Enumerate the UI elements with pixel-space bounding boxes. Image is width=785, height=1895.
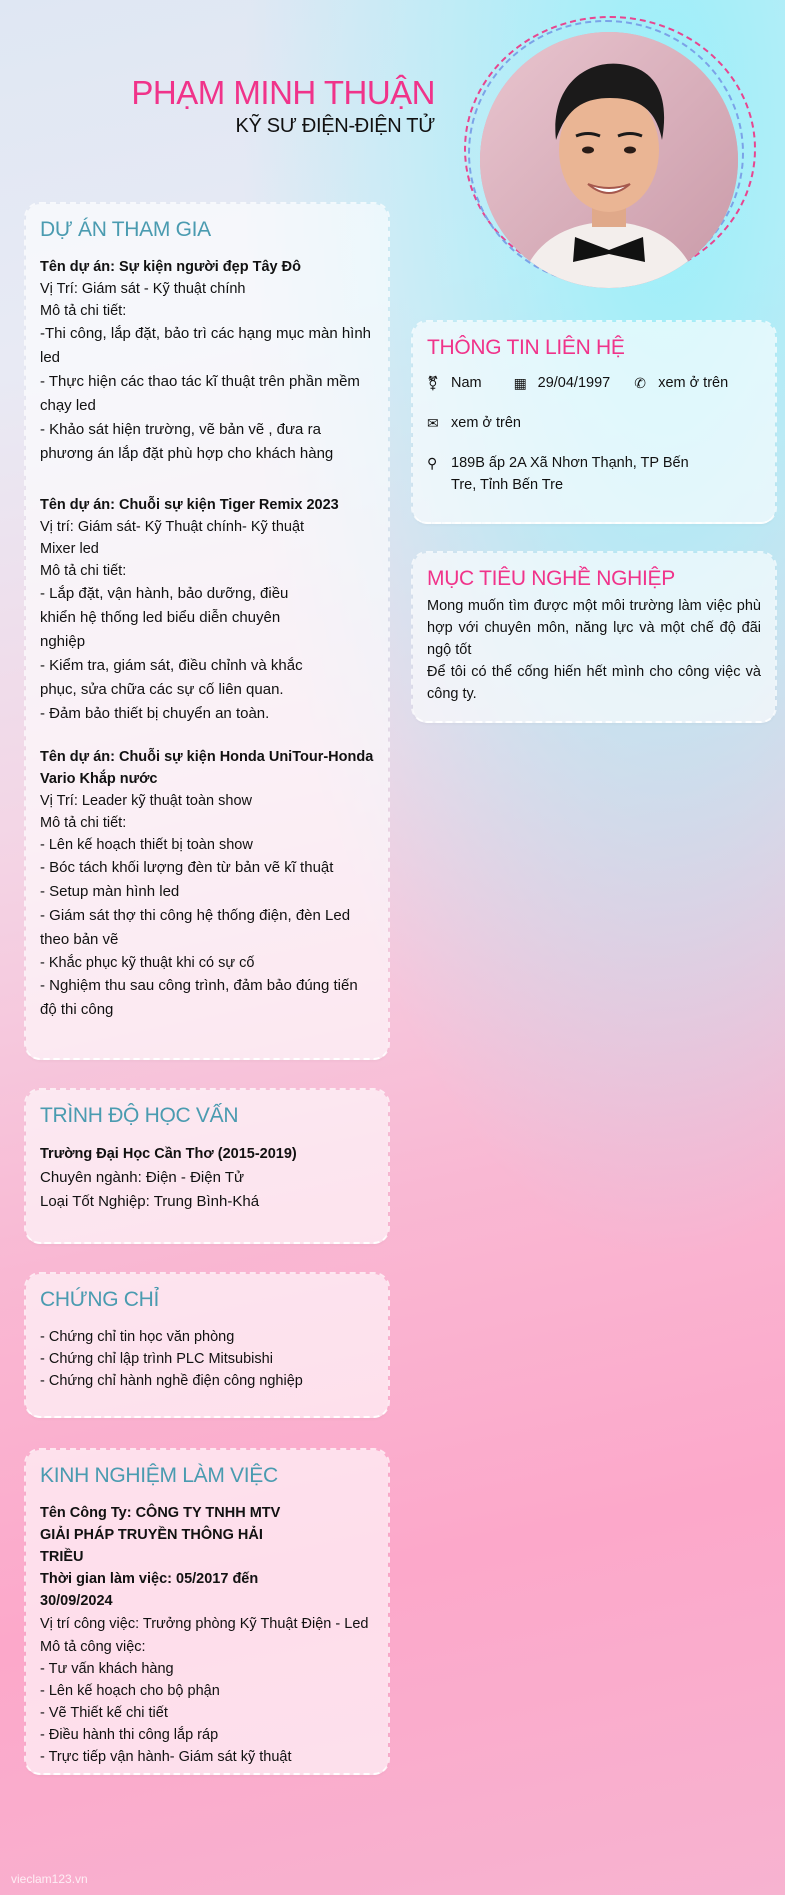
experience-section [26, 1450, 388, 1775]
project-line: - Giám sát thợ thi công hệ thống điện, đèn Led theo bản vẽ [40, 907, 351, 948]
project-line: Vị trí: Giám sát- Kỹ Thuật chính- Kỹ thuật Mixer led [40, 519, 305, 557]
experience-heading: KINH NGHIỆM LÀM VIỆC [40, 1464, 278, 1487]
watermark: vieclam123.vn [11, 1872, 88, 1886]
project-line: - Khắc phục kỹ thuật khi có sự cố [40, 955, 255, 971]
contact-email: xem ở trên [451, 415, 521, 431]
project-line: Vị Trí: Giám sát - Kỹ thuật chính [40, 281, 246, 297]
objective-section [413, 553, 775, 723]
project-line: -Thi công, lắp đặt, bảo trì các hạng mục màn hình led [40, 325, 372, 366]
experience-period: Thời gian làm việc: 05/2017 đến 30/09/2024 [40, 1571, 259, 1609]
project-line: Mô tả chi tiết: [40, 303, 127, 319]
education-major: Chuyên ngành: Điện - Điện Tử [40, 1169, 245, 1186]
contact-section [413, 322, 775, 524]
experience-line: - Trực tiếp vận hành- Giám sát kỹ thuật [40, 1749, 292, 1765]
experience-company: Tên Công Ty: CÔNG TY TNHH MTV GIẢI PHÁP TRUYỀN THÔNG HẢI TRIỀU [40, 1505, 281, 1565]
phone-icon: ✆ [634, 375, 646, 391]
project-name: Tên dự án: Chuỗi sự kiện Honda UniTour-Honda Vario Khắp nước [40, 749, 374, 787]
contact-phone: xem ở trên [658, 375, 729, 391]
objective-text: Để tôi có thể cống hiến hết mình cho công việc và công ty. [427, 664, 761, 702]
location-icon: ⚲ [427, 455, 438, 471]
experience-line: Vị trí công việc: Trưởng phòng Kỹ Thuật Điện - Led [40, 1616, 369, 1632]
project-name: Tên dự án: Chuỗi sự kiện Tiger Remix 2023 [40, 497, 339, 513]
project-item [40, 746, 374, 1022]
certificates-heading: CHỨNG CHỈ [40, 1288, 160, 1311]
contact-row-basic [427, 372, 761, 394]
gender-icon: ⚧ [427, 375, 439, 391]
contact-row-email [427, 412, 761, 434]
project-line: - Khảo sát hiện trường, vẽ bản vẽ , đưa ra phương án lắp đặt phù hợp cho khách hàng [40, 421, 334, 462]
experience-line: - Lên kế hoạch cho bộ phận [40, 1683, 220, 1699]
project-name: Tên dự án: Sự kiện người đẹp Tây Đô [40, 259, 301, 275]
project-line: - Setup màn hình led [40, 883, 180, 900]
projects-section [26, 204, 388, 1060]
project-item [40, 256, 374, 466]
certificate-item: - Chứng chỉ lập trình PLC Mitsubishi [40, 1351, 273, 1367]
certificate-item: - Chứng chỉ hành nghề điện công nghiệp [40, 1373, 303, 1389]
calendar-icon: ▦ [513, 375, 527, 391]
avatar-frame [464, 16, 756, 282]
project-line: Mô tả chi tiết: [40, 815, 127, 831]
project-line: - Lên kế hoạch thiết bị toàn show [40, 837, 253, 853]
experience-line: - Vẽ Thiết kế chi tiết [40, 1705, 168, 1721]
experience-line: - Điều hành thi công lắp ráp [40, 1727, 219, 1743]
avatar-photo [480, 32, 738, 288]
education-school: Trường Đại Học Cần Thơ (2015-2019) [40, 1146, 297, 1162]
project-item [40, 494, 374, 726]
project-line: - Nghiệm thu sau công trình, đảm bảo đúng tiến độ thi công [40, 977, 358, 1018]
avatar [480, 32, 738, 288]
experience-line: Mô tả công việc: [40, 1639, 146, 1655]
contact-birthday: 29/04/1997 [537, 375, 611, 391]
objective-heading: MỤC TIÊU NGHỀ NGHIỆP [427, 567, 675, 590]
projects-heading: DỰ ÁN THAM GIA [40, 218, 211, 241]
experience-line: - Tư vấn khách hàng [40, 1661, 174, 1677]
project-line: Mô tả chi tiết: [40, 563, 127, 579]
candidate-name: PHẠM MINH THUẬN [131, 74, 435, 111]
education-grade: Loại Tốt Nghiệp: Trung Bình-Khá [40, 1193, 260, 1210]
project-line: Vị Trí: Leader kỹ thuật toàn show [40, 793, 252, 809]
contact-row-address [427, 452, 761, 496]
project-line: - Lắp đặt, vận hành, bảo dưỡng, điều khiển hệ thống led biểu diễn chuyên nghiệp [40, 585, 289, 650]
contact-heading: THÔNG TIN LIÊN HỆ [427, 336, 625, 359]
email-icon: ✉ [427, 415, 439, 431]
education-heading: TRÌNH ĐỘ HỌC VẤN [40, 1104, 239, 1127]
certificates-section [26, 1274, 388, 1418]
contact-address: 189B ấp 2A Xã Nhơn Thạnh, TP Bến Tre, Tỉnh Bến Tre [451, 455, 689, 493]
contact-gender: Nam [451, 375, 482, 391]
project-line: - Thực hiện các thao tác kĩ thuật trên phần mềm chạy led [40, 373, 360, 414]
objective-text: Mong muốn tìm được một môi trường làm việc phù hợp với chuyên môn, năng lực và một chế độ đãi ngộ tốt [427, 598, 761, 658]
project-line: - Bóc tách khối lượng đèn từ bản vẽ kĩ thuật [40, 859, 334, 876]
project-line: - Kiểm tra, giám sát, điều chỉnh và khắc phục, sửa chữa các sự cố liên quan. [40, 657, 303, 698]
education-section [26, 1090, 388, 1244]
candidate-title: KỸ SƯ ĐIỆN-ĐIỆN TỬ [235, 115, 435, 137]
project-line: - Đảm bảo thiết bị chuyển an toàn. [40, 705, 270, 722]
certificate-item: - Chứng chỉ tin học văn phòng [40, 1329, 235, 1345]
